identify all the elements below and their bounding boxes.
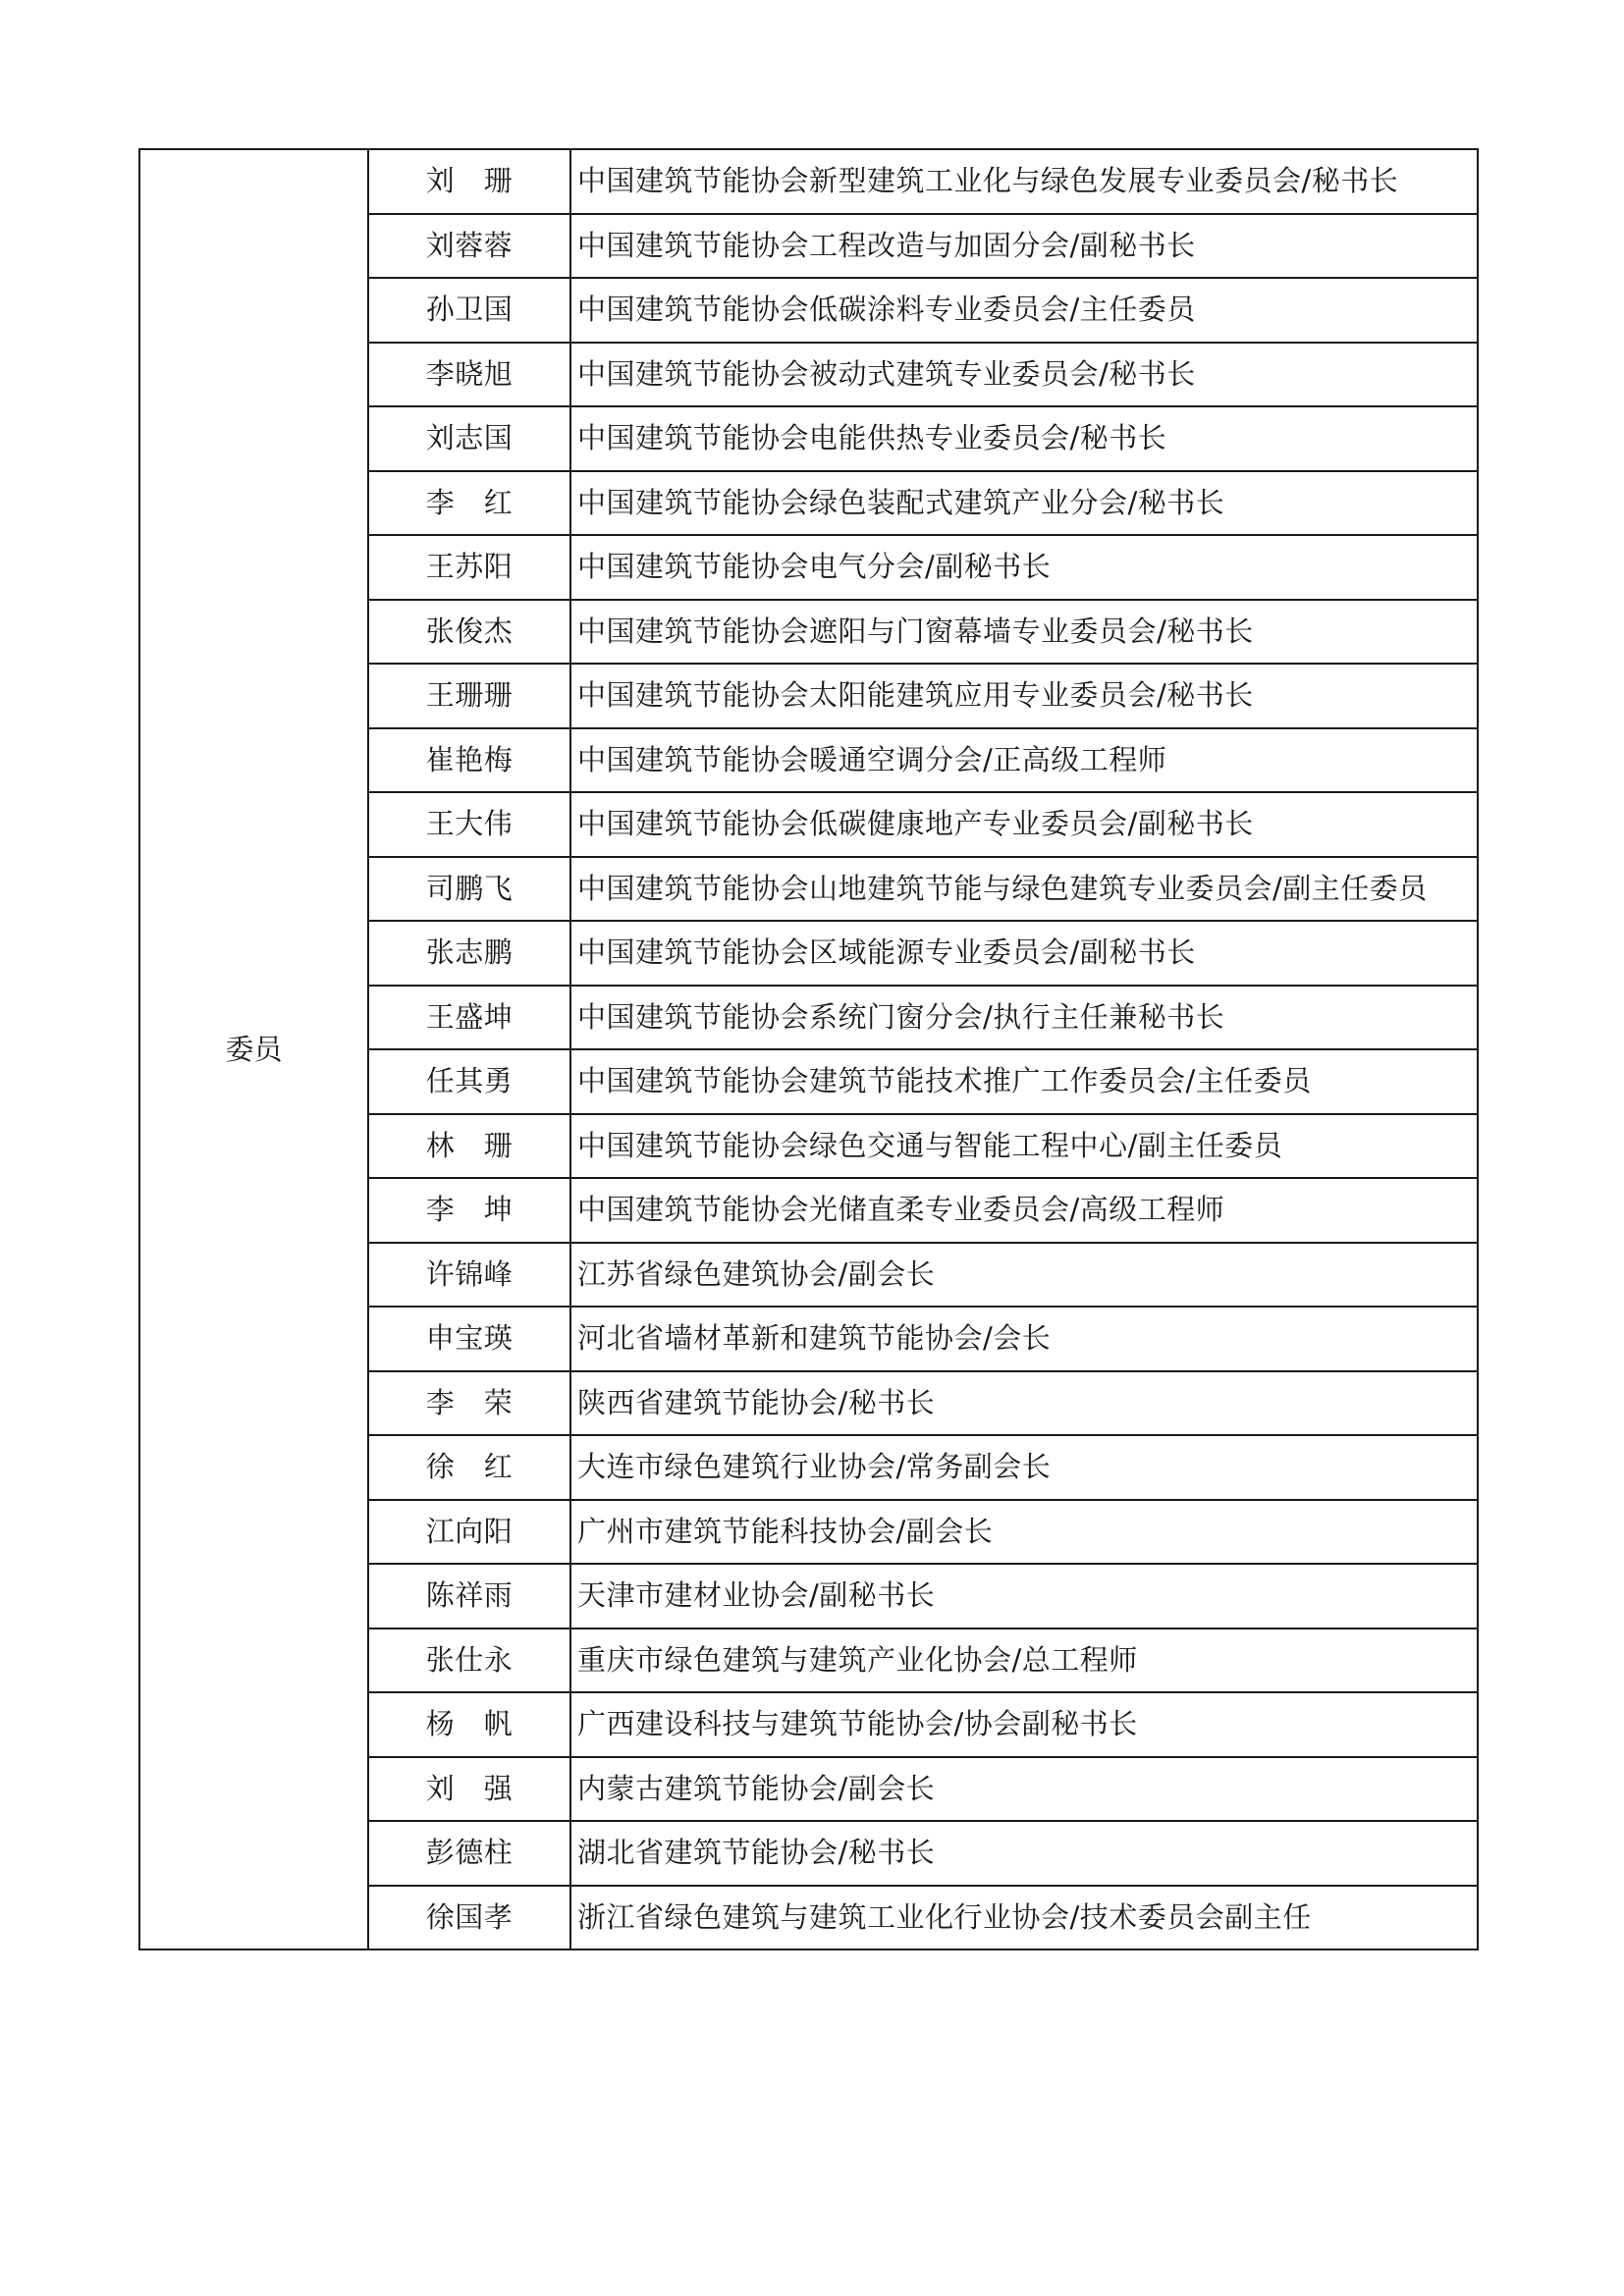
- member-organization: 中国建筑节能协会暖通空调分会/正高级工程师: [570, 728, 1478, 793]
- member-organization: 中国建筑节能协会光储直柔专业委员会/高级工程师: [570, 1178, 1478, 1243]
- member-organization: 中国建筑节能协会被动式建筑专业委员会/秘书长: [570, 343, 1478, 407]
- member-name: 崔艳梅: [425, 742, 514, 776]
- member-name-cell: [368, 214, 570, 279]
- member-organization: 浙江省绿色建筑与建筑工业化行业协会/技术委员会副主任: [570, 1886, 1478, 1950]
- member-name: 李晓旭: [425, 356, 514, 391]
- member-name-cell: [368, 600, 570, 665]
- member-name-cell: [368, 149, 570, 214]
- member-name-cell: [368, 343, 570, 407]
- member-name: 任其勇: [425, 1064, 514, 1098]
- member-organization: 中国建筑节能协会电能供热专业委员会/秘书长: [570, 406, 1478, 471]
- committee-member-table: [138, 148, 1479, 1950]
- member-organization: 湖北省建筑节能协会/秘书长: [570, 1821, 1478, 1886]
- member-name: 李 荣: [425, 1385, 514, 1419]
- member-name-cell: [368, 1757, 570, 1822]
- member-name: 徐 红: [425, 1450, 514, 1484]
- member-organization: 中国建筑节能协会低碳涂料专业委员会/主任委员: [570, 278, 1478, 343]
- member-name-cell: [368, 1178, 570, 1243]
- member-name: 刘蓉蓉: [425, 228, 514, 262]
- member-name: 王盛坤: [425, 999, 514, 1034]
- member-name: 李 红: [425, 485, 514, 519]
- member-organization: 广西建设科技与建筑节能协会/协会副秘书长: [570, 1692, 1478, 1757]
- member-name-cell: [368, 1049, 570, 1114]
- member-name: 彭德柱: [425, 1836, 514, 1870]
- member-name-cell: [368, 1821, 570, 1886]
- member-organization: 中国建筑节能协会建筑节能技术推广工作委员会/主任委员: [570, 1049, 1478, 1114]
- member-name: 王大伟: [425, 807, 514, 841]
- member-name: 张俊杰: [425, 614, 514, 648]
- member-name-cell: [368, 857, 570, 922]
- member-organization: 广州市建筑节能科技协会/副会长: [570, 1500, 1478, 1565]
- member-name-cell: [368, 1371, 570, 1436]
- member-name: 徐国孝: [425, 1899, 514, 1934]
- member-organization: 江苏省绿色建筑协会/副会长: [570, 1243, 1478, 1308]
- member-name-cell: [368, 1886, 570, 1950]
- member-organization: 河北省墙材革新和建筑节能协会/会长: [570, 1307, 1478, 1371]
- member-name-cell: [368, 471, 570, 536]
- role-label: 委员: [139, 149, 368, 1949]
- member-name-cell: [368, 1435, 570, 1500]
- member-organization: 中国建筑节能协会区域能源专业委员会/副秘书长: [570, 921, 1478, 986]
- member-name: 张仕永: [425, 1642, 514, 1677]
- table-row: [139, 149, 1478, 214]
- member-organization: 中国建筑节能协会电气分会/副秘书长: [570, 535, 1478, 600]
- member-name: 张志鹏: [425, 935, 514, 970]
- member-name-cell: [368, 986, 570, 1050]
- table-body: [139, 149, 1478, 1949]
- member-name: 申宝瑛: [425, 1321, 514, 1356]
- member-name-cell: [368, 406, 570, 471]
- member-organization: 中国建筑节能协会低碳健康地产专业委员会/副秘书长: [570, 792, 1478, 857]
- member-name-cell: [368, 792, 570, 857]
- member-name-cell: [368, 535, 570, 600]
- member-organization: 中国建筑节能协会太阳能建筑应用专业委员会/秘书长: [570, 664, 1478, 728]
- member-name-cell: [368, 1692, 570, 1757]
- member-name-cell: [368, 278, 570, 343]
- member-name: 江向阳: [425, 1514, 514, 1548]
- member-organization: 中国建筑节能协会工程改造与加固分会/副秘书长: [570, 214, 1478, 279]
- member-organization: 中国建筑节能协会遮阳与门窗幕墙专业委员会/秘书长: [570, 600, 1478, 665]
- member-name-cell: [368, 664, 570, 728]
- member-name: 王珊珊: [425, 678, 514, 713]
- member-organization: 陕西省建筑节能协会/秘书长: [570, 1371, 1478, 1436]
- member-name-cell: [368, 921, 570, 986]
- member-name: 司鹏飞: [425, 871, 514, 905]
- member-organization: 中国建筑节能协会新型建筑工业化与绿色发展专业委员会/秘书长: [570, 149, 1478, 214]
- member-name: 杨 帆: [425, 1707, 514, 1741]
- member-organization: 中国建筑节能协会山地建筑节能与绿色建筑专业委员会/副主任委员: [570, 857, 1478, 922]
- member-name: 林 珊: [425, 1128, 514, 1162]
- member-organization: 中国建筑节能协会绿色交通与智能工程中心/副主任委员: [570, 1114, 1478, 1179]
- member-name-cell: [368, 1307, 570, 1371]
- member-name-cell: [368, 1500, 570, 1565]
- member-organization: 天津市建材业协会/副秘书长: [570, 1564, 1478, 1629]
- member-organization: 重庆市绿色建筑与建筑产业化协会/总工程师: [570, 1629, 1478, 1693]
- member-organization: 中国建筑节能协会系统门窗分会/执行主任兼秘书长: [570, 986, 1478, 1050]
- member-name: 孙卫国: [425, 293, 514, 327]
- member-organization: 内蒙古建筑节能协会/副会长: [570, 1757, 1478, 1822]
- member-name-cell: [368, 1243, 570, 1308]
- member-name-cell: [368, 728, 570, 793]
- member-name: 王苏阳: [425, 550, 514, 584]
- member-name-cell: [368, 1629, 570, 1693]
- member-name: 陈祥雨: [425, 1578, 514, 1613]
- member-name: 刘 强: [425, 1771, 514, 1805]
- member-name-cell: [368, 1114, 570, 1179]
- member-name-cell: [368, 1564, 570, 1629]
- member-name: 许锦峰: [425, 1256, 514, 1291]
- member-organization: 大连市绿色建筑行业协会/常务副会长: [570, 1435, 1478, 1500]
- member-name: 刘志国: [425, 421, 514, 455]
- member-organization: 中国建筑节能协会绿色装配式建筑产业分会/秘书长: [570, 471, 1478, 536]
- member-name: 李 坤: [425, 1193, 514, 1227]
- member-name: 刘 珊: [425, 164, 514, 198]
